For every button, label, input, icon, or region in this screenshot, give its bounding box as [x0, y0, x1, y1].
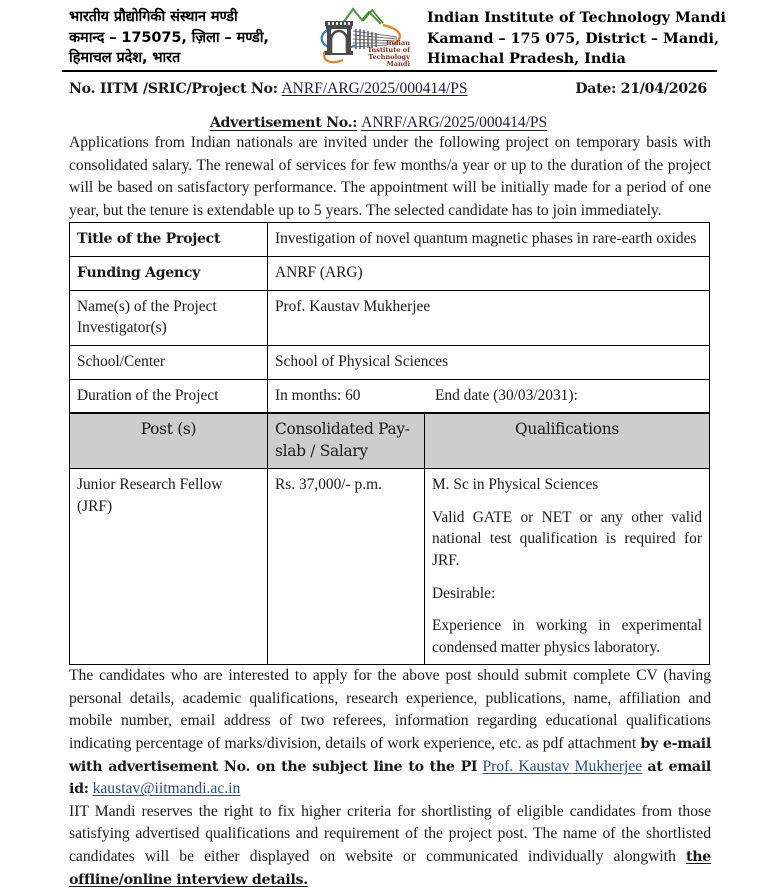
row-label-duration: Duration of the Project — [70, 379, 268, 413]
iit-mandi-logo — [309, 7, 413, 69]
cell-post-name: Junior Research Fellow (JRF) — [70, 469, 268, 665]
row-value-funding-agency: ANRF (ARG) — [268, 257, 710, 291]
duration-months: In months: 60 — [275, 386, 361, 404]
apply-text-bold2: at email id: — [69, 758, 711, 798]
hindi-line-3: हिमाचल प्रदेश, भारत — [69, 50, 181, 67]
reserve-text-bold-underline: the offline/online interview details. — [69, 849, 711, 888]
header-pay-slab: Consolidated Pay-slab / Salary — [268, 414, 425, 469]
header-post: Post (s) — [70, 414, 268, 469]
project-details-table — [69, 222, 710, 413]
project-number-block — [69, 80, 575, 98]
table-row — [70, 257, 710, 291]
hindi-line-2: कमान्द – 175075, ज़िला – मण्डी, — [69, 29, 269, 46]
apply-text-bold1: by e-mail with advertisement No. on the subject line to the PI — [69, 736, 711, 775]
reservation-paragraph — [69, 801, 711, 891]
pi-name-link[interactable]: Prof. Kaustav Mukherjee — [482, 757, 643, 775]
row-value-school: School of Physical Sciences — [268, 346, 710, 380]
row-label-investigator: Name(s) of the Project Investigator(s) — [70, 290, 268, 345]
project-number-label: No. IITM /SRIC/Project No: — [69, 81, 278, 97]
table-row — [70, 469, 710, 665]
qualification-line: M. Sc in Physical Sciences — [432, 476, 599, 494]
logo-text-line-4: Mandi — [386, 60, 410, 68]
date-block: Date: 21/04/2026 — [575, 81, 707, 97]
reserve-text-part1: IIT Mandi reserves the right to fix higher criteria for shortlisting of eligible candidates from those satisfying advertised qualifications and requirement of the project post. The name of the shortlisted candidates will be either displayed on website or communicated individually alongwith — [69, 802, 711, 866]
row-value-title: Investigation of novel quantum magnetic phases in rare-earth oxides — [268, 223, 710, 257]
advertisement-line — [0, 98, 763, 132]
english-line-2: Kamand – 175 075, District – Mandi, — [427, 30, 719, 47]
row-label-title — [70, 223, 268, 257]
row-value-duration — [268, 379, 710, 413]
row-value-investigator: Prof. Kaustav Mukherjee — [268, 290, 710, 345]
table-header-row — [70, 414, 710, 469]
intro-section — [0, 132, 763, 222]
label-text: Title of the Project — [77, 231, 221, 248]
english-line-1: Indian Institute of Technology Mandi — [427, 10, 726, 26]
table-row — [70, 346, 710, 380]
application-section — [0, 665, 763, 891]
row-label-funding-agency — [70, 257, 268, 291]
institute-name-hindi — [69, 6, 307, 69]
institute-name-english — [415, 6, 726, 70]
table-row — [70, 223, 710, 257]
logo-text-line-3: Technology — [368, 53, 410, 61]
logo-text-line-2: Institute of — [368, 46, 410, 54]
reference-line — [0, 72, 763, 98]
letterhead — [0, 0, 763, 68]
qualification-line: Desirable: — [432, 584, 496, 602]
cell-qualifications — [425, 469, 710, 665]
qualification-line: Valid GATE or NET or any other valid national test qualification is required for JRF. — [432, 508, 702, 569]
intro-paragraph: Applications from Indian nationals are invited under the following project on temporary basis with consolidated salary. The renewal of services for few months/a year or up to the duration of the project will be based on satisfactory performance. The appointment will be initially made for a period of one year, but the tenure is extendable up to 5 years. The selected candidate has to join immediately. — [69, 134, 711, 219]
pi-email-link[interactable]: kaustav@iitmandi.ac.in — [92, 780, 241, 798]
post-details-table — [69, 413, 710, 665]
table-row — [70, 290, 710, 345]
header-qualifications: Qualifications — [425, 414, 710, 469]
hindi-line-1: भारतीय प्रौद्योगिकी संस्थान मण्डी — [69, 9, 238, 25]
duration-end-date: End date (30/03/2031): — [435, 386, 578, 404]
advertisement-value: ANRF/ARG/2025/000414/PS — [361, 114, 548, 131]
logo-text-line-1: Indian — [385, 39, 410, 47]
english-line-3: Himachal Pradesh, India — [427, 51, 626, 68]
apply-paragraph — [69, 665, 711, 801]
apply-text-part1: The candidates who are interested to apply for the above post should submit complete CV (having personal details, academic qualifications, research experience, publications, name, affiliation and mobile number, email address of two referees, information regarding educational qualifications indicating percentage of marks/division, details of work experience, etc. as pdf attachment — [69, 667, 711, 753]
row-label-school: School/Center — [70, 346, 268, 380]
table-row — [70, 379, 710, 413]
project-number-value: ANRF/ARG/2025/000414/PS — [281, 80, 468, 97]
advertisement-label: Advertisement No.: — [209, 115, 358, 131]
cell-pay-slab: Rs. 37,000/- p.m. — [268, 469, 425, 665]
logo-container — [307, 6, 415, 69]
label-text: Funding Agency — [77, 265, 201, 282]
qualification-line: Experience in working in experimental condensed matter physics laboratory. — [432, 617, 702, 656]
